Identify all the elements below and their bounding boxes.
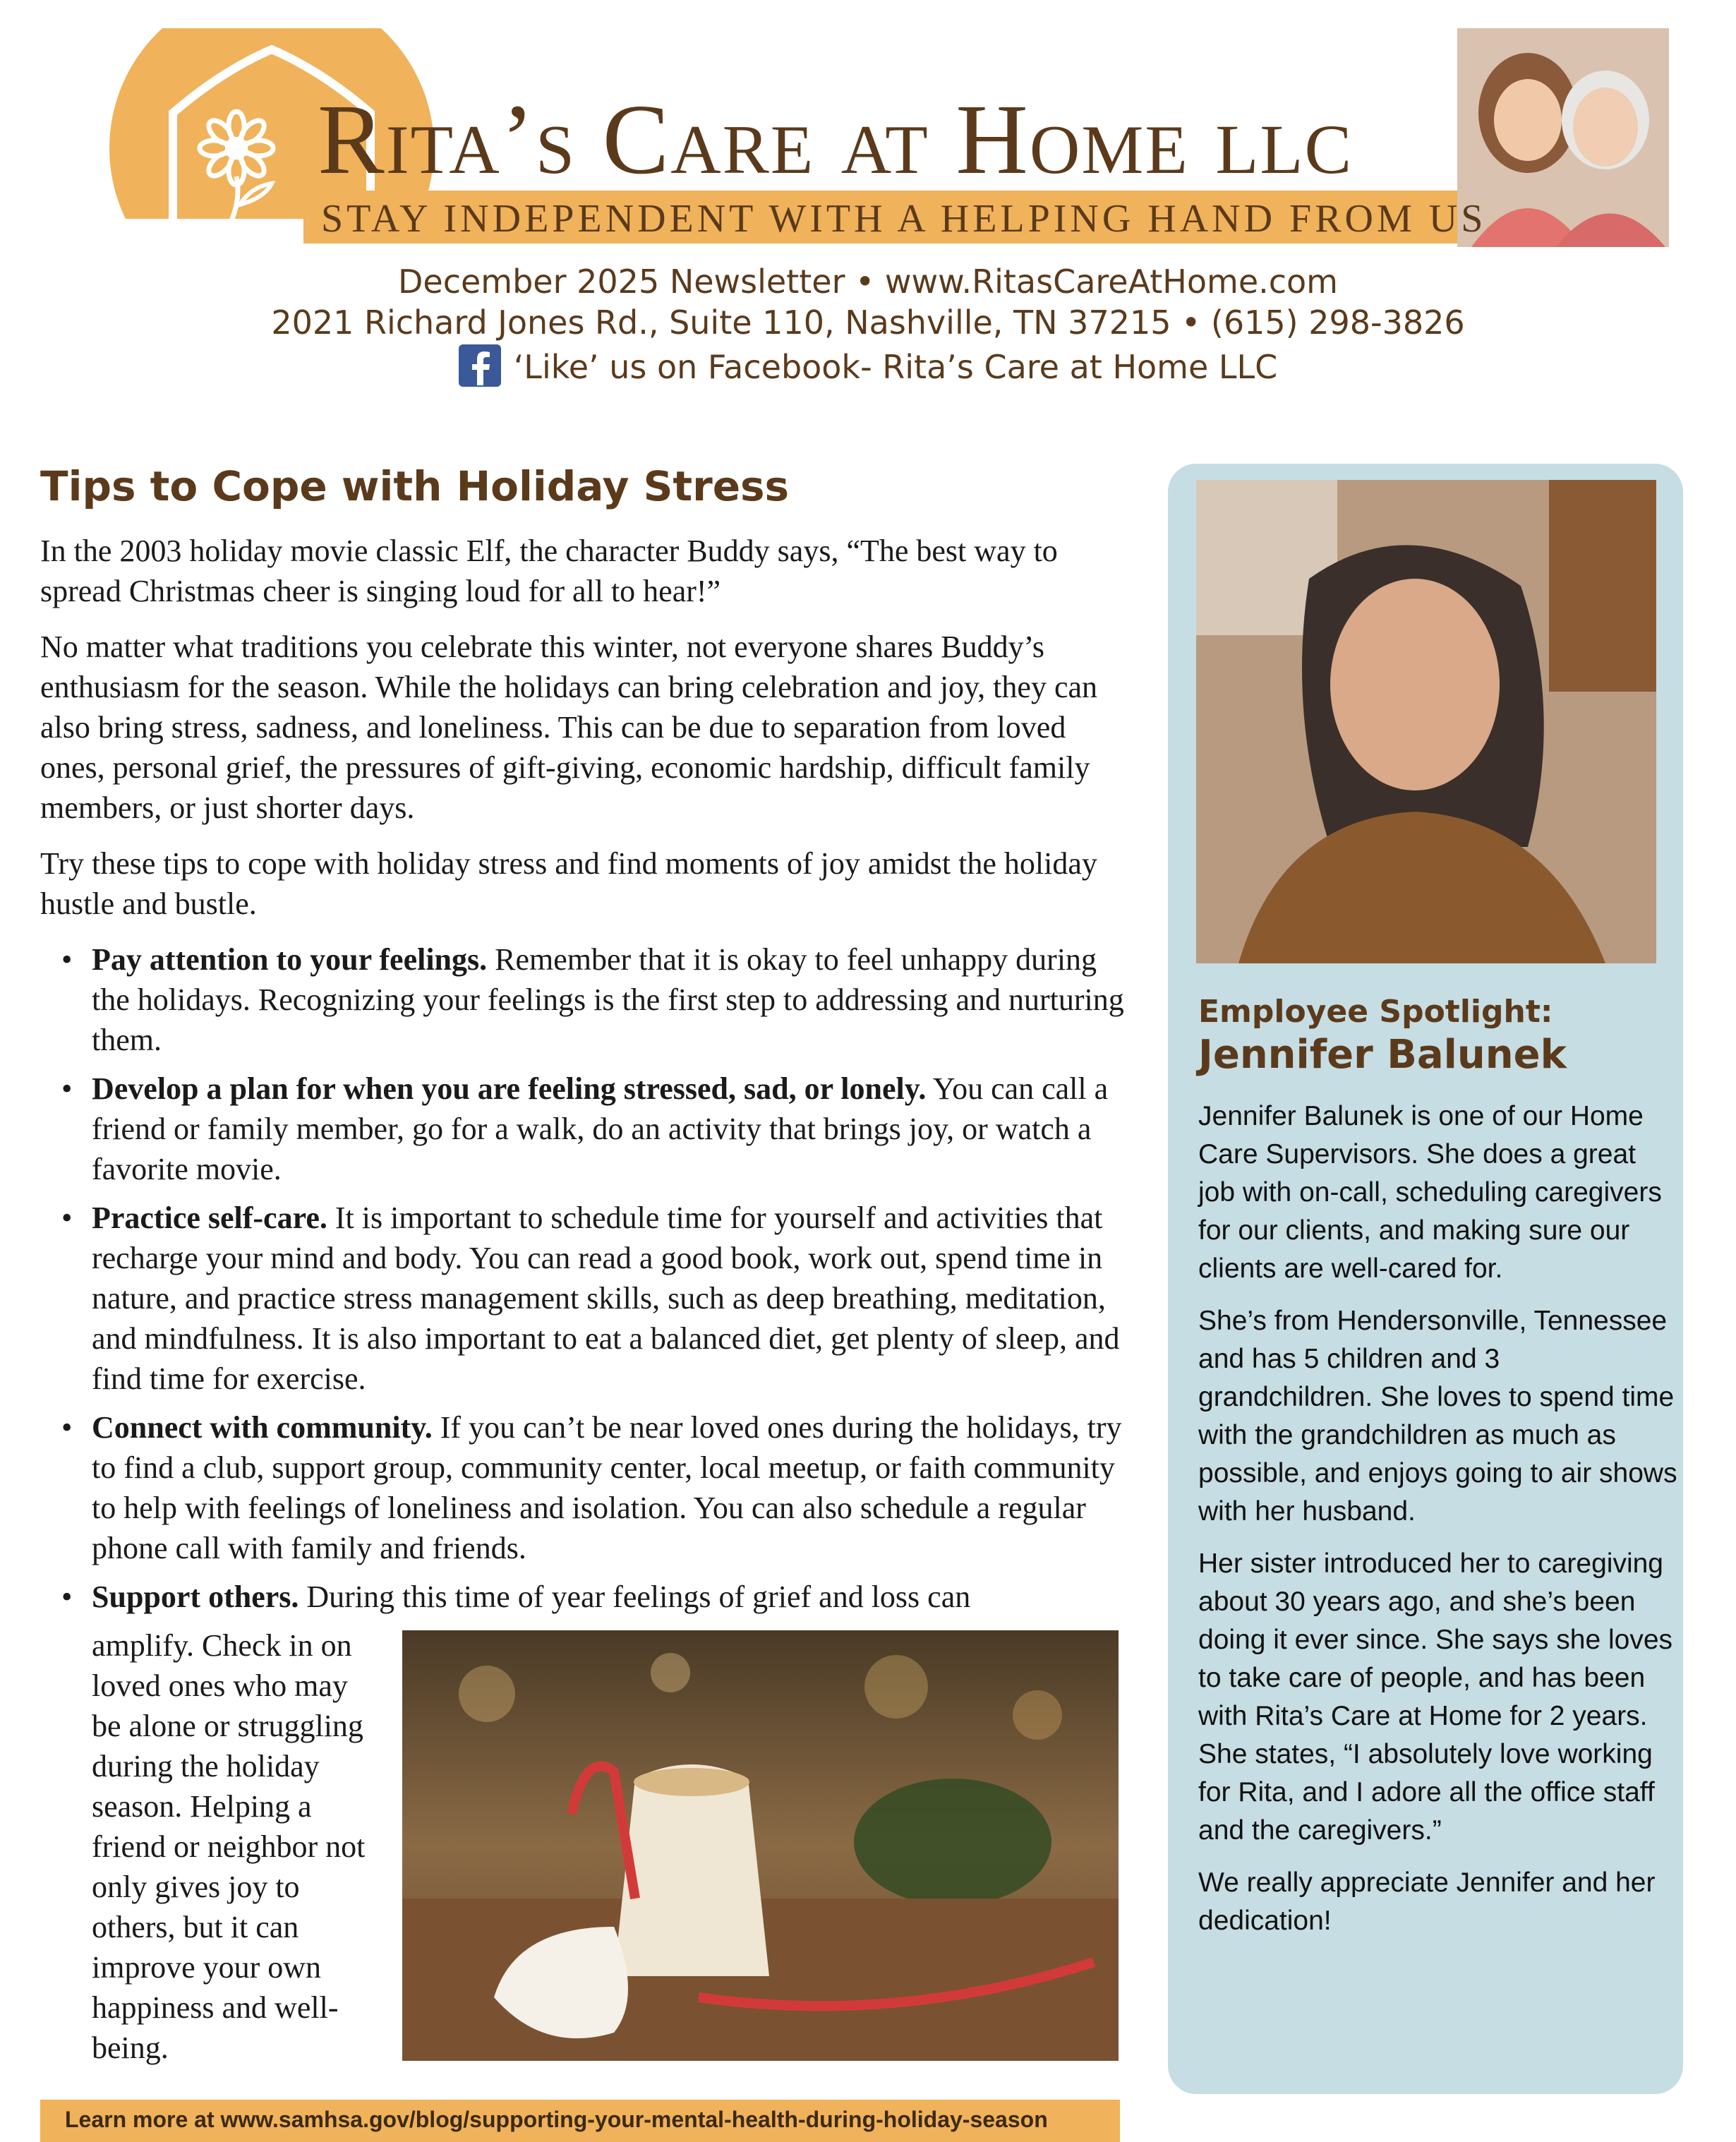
article-title: Tips to Cope with Holiday Stress <box>40 462 790 510</box>
address-phone: 2021 Richard Jones Rd., Suite 110, Nashville, TN 37215 • (615) 298-3826 <box>271 303 1465 342</box>
brand-title: Rita’s Care at Home LLC <box>318 83 1354 195</box>
tip-item: • Develop a plan for when you are feeling stressed, sad, or lonely. You can call a friend or family member, go for a walk, do an activity that brings joy, or watch a favorite movie. <box>61 1071 1109 1186</box>
article-paragraph: Try these tips to cope with holiday stress and find moments of joy amidst the holiday hustle and bustle. <box>40 846 1097 921</box>
tip-item: • Pay attention to your feelings. Remember that it is okay to feel unhappy during the holidays. Recognizing your feelings is the first step to addressing and nurturing them. <box>61 942 1124 1057</box>
spotlight-paragraph: We really appreciate Jennifer and her dedication! <box>1198 1867 1656 1936</box>
tips-list <box>40 939 1127 1617</box>
spotlight-paragraph: She’s from Hendersonville, Tennessee and has 5 children and 3 grandchildren. She loves to spend time with the grandchildren as much as possible, and enjoys going to air shows with her husband. <box>1198 1306 1677 1527</box>
spotlight-body <box>1198 1097 1678 1954</box>
tip-item: • Connect with community. If you can’t be near loved ones during the holidays, try to find a club, support group, community center, local meetup, or faith community to help with feelings of loneliness and isolation. You can also schedule a regular phone call with family and friends. <box>61 1410 1122 1565</box>
header-photo <box>1457 28 1669 247</box>
newsletter-date-website: December 2025 Newsletter • www.RitasCareAtHome.com <box>397 263 1338 301</box>
article-paragraph: No matter what traditions you celebrate this winter, not everyone shares Buddy’s enthusiasm for the season. While the holidays can bring celebration and joy, they can also bring stress, sadness, and loneliness. This can be due to separation from loved ones, personal grief, the pressures of gift-giving, economic hardship, difficult family members, or just shorter days. <box>40 630 1097 825</box>
employee-photo <box>1196 480 1656 963</box>
tip-continuation: amplify. Check in on loved ones who may be alone or struggling during the holiday season. Helping a friend or neighbor not only gives joy to others, but it can improve your own happiness and well-being. <box>92 1628 366 2065</box>
tip-item: • Support others. During this time of year feelings of grief and loss can <box>61 1580 971 1614</box>
source-link[interactable]: Learn more at www.samhsa.gov/blog/supporting-your-mental-health-during-holiday-season <box>65 2107 1048 2132</box>
spotlight-paragraph: Her sister introduced her to caregiving about 30 years ago, and she’s been doing it ever since. She says she loves to take care of people, and has been with Rita’s Care at Home for 2 years. She states, “I absolutely love working for Rita, and I adore all the office staff and the caregivers.” <box>1198 1548 1673 1846</box>
brand-tagline: STAY INDEPENDENT WITH A HELPING HAND FROM US <box>321 197 1487 241</box>
header-banner <box>53 28 1672 247</box>
spotlight-label: Employee Spotlight: <box>1198 994 1553 1030</box>
article-paragraph: In the 2003 holiday movie classic Elf, the character Buddy says, “The best way to spread Christmas cheer is singing loud for all to hear!” <box>40 534 1058 608</box>
spotlight-paragraph: Jennifer Balunek is one of our Home Care Supervisors. She does a great job with on-call, scheduling caregivers for our clients, and making sure our clients are well-cared for. <box>1198 1101 1662 1284</box>
employee-name: Jennifer Balunek <box>1198 1032 1567 1078</box>
holiday-photo <box>402 1630 1119 2061</box>
facebook-line[interactable]: ‘Like’ us on Facebook- Rita’s Care at Home LLC <box>0 344 1736 387</box>
facebook-icon <box>459 344 501 387</box>
tip-item: • Practice self-care. It is important to schedule time for yourself and activities that recharge your mind and body. You can read a good book, work out, spend time in nature, and practice stress management skills, such as deep breathing, meditation, and mindfulness. It is also important to eat a balanced diet, get plenty of sleep, and find time for exercise. <box>61 1201 1120 1396</box>
